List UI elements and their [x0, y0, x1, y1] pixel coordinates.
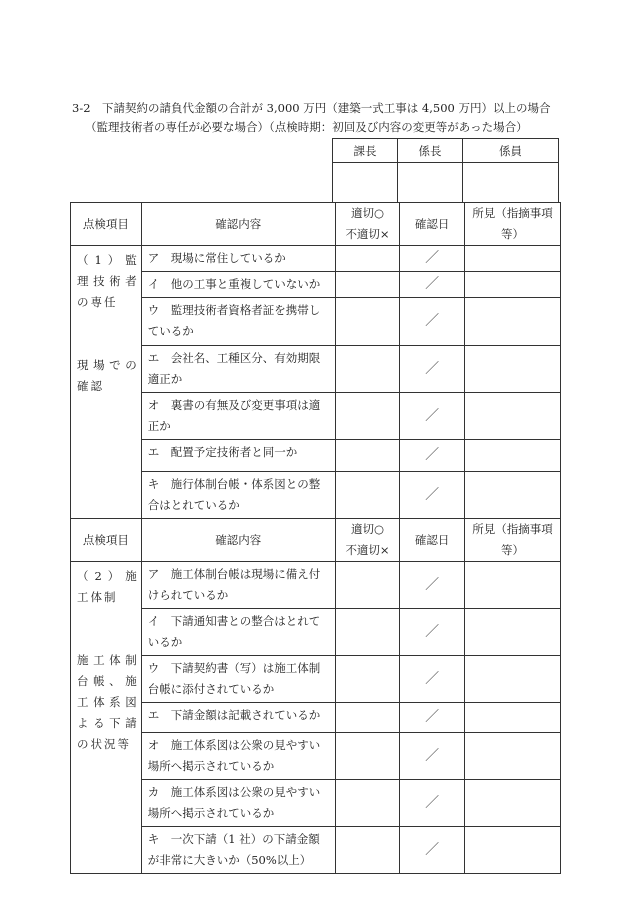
date-cell[interactable]: ／ — [400, 703, 465, 733]
check-content: キ 施行体制台帳・体系図との整合はとれているか — [141, 472, 335, 519]
approval-header-subsection-chief: 係長 — [398, 139, 463, 163]
remarks-cell[interactable] — [465, 246, 561, 272]
remarks-cell[interactable] — [465, 346, 561, 393]
header-judgement: 適切○ 不適切× — [335, 519, 400, 562]
check-content: ア 施工体制台帳は現場に備え付けられているか — [141, 562, 335, 609]
date-cell[interactable]: ／ — [400, 472, 465, 519]
section1-item-cell — [71, 246, 142, 519]
check-content: イ 他の工事と重複していないか — [141, 272, 335, 298]
judgement-cell[interactable] — [335, 562, 400, 609]
date-cell[interactable]: ／ — [400, 272, 465, 298]
remarks-cell[interactable] — [465, 703, 561, 733]
remarks-cell[interactable] — [465, 780, 561, 827]
check-content: カ 施工体系図は公衆の見やすい場所へ掲示されているか — [141, 780, 335, 827]
section1-item-subtitle: 現場での確認 — [77, 358, 139, 393]
remarks-cell[interactable] — [465, 272, 561, 298]
table-row — [71, 246, 561, 272]
check-content: オ 裏書の有無及び変更事項は適正か — [141, 393, 335, 440]
check-content: エ 配置予定技術者と同一か — [141, 440, 335, 472]
table-row — [71, 298, 561, 346]
remarks-cell[interactable] — [465, 440, 561, 472]
inspection-table — [70, 202, 561, 874]
section-subtitle: （監理技術者の専任が必要な場合）（点検時期：初回及び内容の変更等があった場合） — [85, 120, 528, 134]
approval-stamp-cell[interactable] — [398, 163, 463, 203]
check-content: エ 会社名、工種区分、有効期限適正か — [141, 346, 335, 393]
approval-stamp-cell[interactable] — [333, 163, 398, 203]
check-content: オ 施工体系図は公衆の見やすい場所へ掲示されているか — [141, 733, 335, 780]
remarks-cell[interactable] — [465, 472, 561, 519]
judgement-cell[interactable] — [335, 780, 400, 827]
judgement-cell[interactable] — [335, 246, 400, 272]
date-cell[interactable]: ／ — [400, 298, 465, 346]
remarks-cell[interactable] — [465, 562, 561, 609]
section2-item-title: （2）施工体制 — [77, 569, 139, 604]
header-remarks: 所見（指摘事項等） — [465, 203, 561, 246]
approval-header-staff: 係員 — [463, 139, 559, 163]
table-row — [71, 827, 561, 874]
table-row — [71, 472, 561, 519]
section2-item-cell — [71, 562, 142, 874]
date-cell[interactable]: ／ — [400, 246, 465, 272]
table-header-row — [71, 203, 561, 246]
date-cell[interactable]: ／ — [400, 733, 465, 780]
judgement-cell[interactable] — [335, 272, 400, 298]
check-content: イ 下請通知書との整合はとれているか — [141, 609, 335, 656]
check-content: エ 下請金額は記載されているか — [141, 703, 335, 733]
remarks-cell[interactable] — [465, 733, 561, 780]
table-header-row — [71, 519, 561, 562]
judgement-cell[interactable] — [335, 827, 400, 874]
date-cell[interactable]: ／ — [400, 827, 465, 874]
approval-stamp-cell[interactable] — [463, 163, 559, 203]
section-title: 3-2 下請契約の請負代金額の合計が 3,000 万円（建築一式工事は 4,500 万円）以上の場合 — [72, 101, 551, 115]
remarks-cell[interactable] — [465, 393, 561, 440]
date-cell[interactable]: ／ — [400, 346, 465, 393]
date-cell[interactable]: ／ — [400, 393, 465, 440]
remarks-cell[interactable] — [465, 656, 561, 703]
table-row — [71, 656, 561, 703]
header-item: 点検項目 — [71, 203, 142, 246]
judgement-cell[interactable] — [335, 346, 400, 393]
table-row — [71, 346, 561, 393]
header-content: 確認内容 — [141, 203, 335, 246]
table-row — [71, 733, 561, 780]
table-row — [71, 272, 561, 298]
section2-item-subtitle: 施工体制台帳、施工体系図よる下請の状況等 — [77, 653, 139, 751]
remarks-cell[interactable] — [465, 827, 561, 874]
judgement-cell[interactable] — [335, 298, 400, 346]
header-item: 点検項目 — [71, 519, 142, 562]
date-cell[interactable]: ／ — [400, 656, 465, 703]
check-content: ウ 下請契約書（写）は施工体制台帳に添付されているか — [141, 656, 335, 703]
remarks-cell[interactable] — [465, 298, 561, 346]
approval-header-section-chief: 課長 — [333, 139, 398, 163]
judgement-cell[interactable] — [335, 440, 400, 472]
judgement-cell[interactable] — [335, 472, 400, 519]
check-content: キ 一次下請（1 社）の下請金額が非常に大きいか（50%以上） — [141, 827, 335, 874]
date-cell[interactable]: ／ — [400, 609, 465, 656]
check-content: ア 現場に常住しているか — [141, 246, 335, 272]
approval-stamp-table — [332, 138, 559, 203]
remarks-cell[interactable] — [465, 609, 561, 656]
date-cell[interactable]: ／ — [400, 562, 465, 609]
judgement-cell[interactable] — [335, 703, 400, 733]
judgement-cell[interactable] — [335, 656, 400, 703]
table-row — [71, 780, 561, 827]
table-row — [71, 609, 561, 656]
header-date: 確認日 — [400, 203, 465, 246]
table-row — [71, 440, 561, 472]
check-content: ウ 監理技術者資格者証を携帯しているか — [141, 298, 335, 346]
section1-item-title: （1）監理技術者の専任 — [77, 253, 139, 309]
header-date: 確認日 — [400, 519, 465, 562]
date-cell[interactable]: ／ — [400, 440, 465, 472]
header-remarks: 所見（指摘事項等） — [465, 519, 561, 562]
table-row — [71, 393, 561, 440]
table-row — [71, 703, 561, 733]
judgement-cell[interactable] — [335, 393, 400, 440]
table-row — [71, 562, 561, 609]
header-judgement: 適切○ 不適切× — [335, 203, 400, 246]
judgement-cell[interactable] — [335, 733, 400, 780]
header-content: 確認内容 — [141, 519, 335, 562]
judgement-cell[interactable] — [335, 609, 400, 656]
date-cell[interactable]: ／ — [400, 780, 465, 827]
